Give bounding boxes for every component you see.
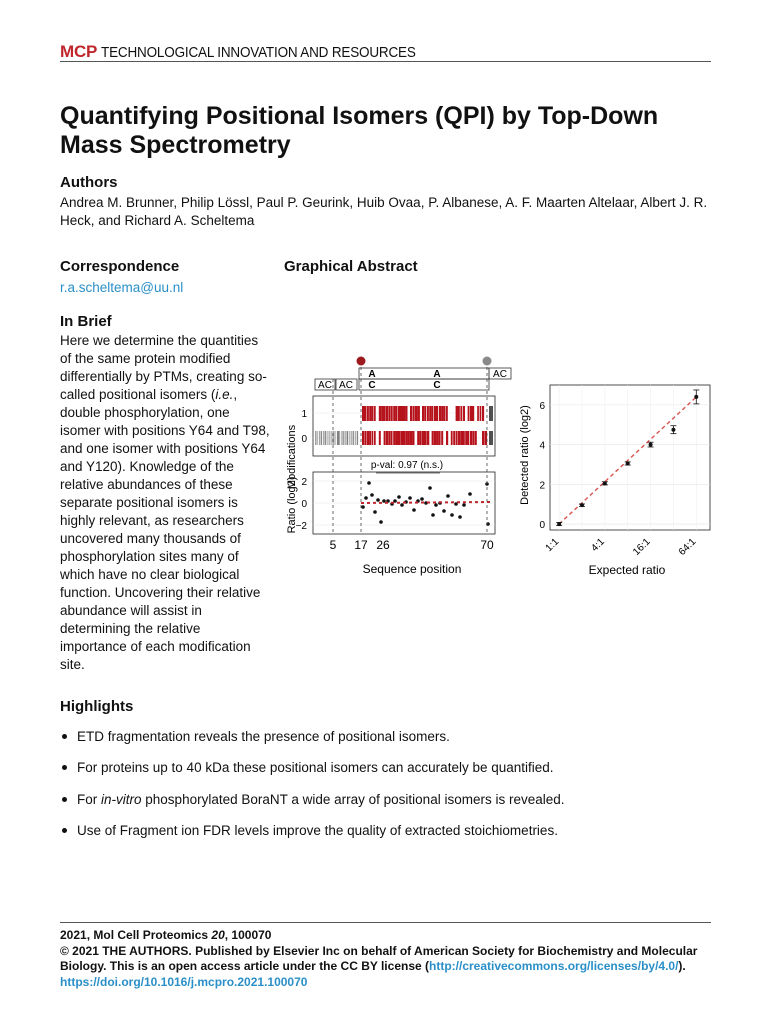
modified-bar [417, 431, 419, 445]
modified-bar [405, 431, 408, 445]
mod-ytick-1: 1 [301, 409, 307, 420]
modified-bar [460, 431, 463, 445]
modified-bar [396, 431, 399, 445]
modified-bar [463, 406, 465, 421]
calibration-xtick: 4:1 [589, 536, 607, 554]
modified-bar [372, 406, 374, 421]
fragment-label-3: A [368, 369, 376, 380]
ratio-point [400, 503, 404, 507]
modified-bar [379, 431, 381, 445]
ratio-point [370, 493, 374, 497]
unmodified-bar [315, 431, 317, 445]
ratio-point [397, 495, 401, 499]
modified-bar [470, 406, 473, 421]
modified-bar [408, 431, 410, 445]
modified-bar [475, 431, 477, 445]
modified-bar [427, 431, 430, 445]
modified-bar [398, 431, 400, 445]
seq-xtick-70: 70 [480, 538, 494, 552]
modified-bar [470, 431, 472, 445]
ratio-ytick-0: 0 [301, 499, 307, 510]
citation [60, 928, 710, 944]
left-ylabel-ratio: Ratio (log2) [286, 476, 298, 534]
left-ylabel-modifications: Modifications [286, 424, 298, 490]
ratio-point [361, 505, 365, 509]
citation-journal: 2021, Mol Cell Proteomics [60, 928, 212, 942]
highlight-text-post: phosphorylated BoraNT a wide array of positional isomers is revealed. [141, 792, 565, 807]
modified-bar [456, 431, 458, 445]
graphical-abstract-figure [280, 345, 720, 585]
ratio-point [408, 496, 412, 500]
modified-bar [429, 406, 431, 421]
highlight-item [62, 729, 450, 744]
modified-bar [472, 431, 474, 445]
modified-bar [424, 406, 426, 421]
ratio-point [376, 498, 380, 502]
modified-bar [364, 431, 366, 445]
calibration-ytick: 0 [539, 520, 545, 532]
correspondence-heading: Correspondence [60, 258, 180, 275]
ratio-point [428, 486, 432, 490]
pval-annotation: p-val: 0.97 (n.s.) [370, 460, 444, 471]
modified-bar [374, 406, 376, 421]
seq-xtick-26: 26 [376, 538, 390, 552]
calibration-xticks [544, 536, 699, 558]
unmodified-bar [323, 431, 325, 445]
modified-bar [412, 431, 414, 445]
bullet-icon [62, 734, 67, 739]
modified-bar [436, 431, 438, 445]
modified-bar [439, 406, 441, 421]
modified-bar [405, 406, 407, 421]
unmodified-bar [347, 431, 348, 445]
ratio-point [412, 508, 416, 512]
modified-bar [458, 406, 460, 421]
modified-bar [441, 431, 443, 445]
modified-bar [480, 406, 482, 421]
modified-bar [434, 406, 437, 421]
unmodified-bar [339, 431, 340, 445]
modified-bar [388, 431, 390, 445]
unmodified-bar [357, 431, 358, 445]
article-title: Quantifying Positional Isomers (QPI) by Top-Down Mass Spectrometry [60, 102, 659, 159]
citation-article: , 100070 [224, 928, 272, 942]
modified-bar [465, 431, 468, 445]
calibration-ytick: 4 [539, 440, 545, 452]
footer-rule [60, 922, 711, 923]
authors-heading: Authors [60, 174, 118, 191]
seq-xtick-5: 5 [329, 538, 337, 552]
bullet-icon [62, 797, 67, 802]
authors-list: Andrea M. Brunner, Philip Lössl, Paul P. Geurink, Huib Ovaa, P. Albanese, A. F. Maarten Altelaar, Albert J. R. Heck, and Richard A. Scheltema [60, 195, 708, 228]
modified-bar [453, 431, 455, 445]
right-xlabel: Expected ratio [588, 563, 666, 577]
section-label: TECHNOLOGICAL INNOVATION AND RESOURCES [101, 44, 416, 61]
modified-bar [420, 431, 422, 445]
modified-bar [386, 431, 388, 445]
calibration-point [671, 428, 675, 432]
modified-bar [446, 431, 448, 445]
modified-bar [441, 406, 443, 421]
modified-bar [424, 431, 426, 445]
in-brief-segment-1: Here we determine the quantities of the same protein modified differentially by PTMs, creating so-called positional isomers ( [60, 333, 267, 402]
unmodified-bar [321, 431, 322, 445]
modified-bar [396, 406, 398, 421]
unmodified-bar [319, 431, 321, 445]
ratio-point [420, 497, 424, 501]
ratio-ytick-minus2: −2 [295, 521, 307, 532]
modified-bar [463, 431, 465, 445]
modified-bar [482, 406, 484, 421]
modified-bar [451, 431, 453, 445]
unmodified-bar [349, 431, 351, 445]
modified-bar [372, 431, 374, 445]
fragment-label-5: A [433, 369, 441, 380]
unmodified-bar [351, 431, 353, 445]
modified-bar [403, 431, 405, 445]
modified-bar [412, 406, 414, 421]
bullet-icon [62, 828, 67, 833]
modified-bar [434, 431, 436, 445]
highlight-item [62, 792, 565, 807]
in-brief-text [60, 332, 270, 674]
unmodified-bar [345, 431, 347, 445]
highlight-text: ETD fragmentation reveals the presence of positional isomers. [77, 729, 450, 744]
graphical-abstract-heading: Graphical Abstract [284, 258, 418, 275]
correspondence-email[interactable]: r.a.scheltema@uu.nl [60, 280, 184, 295]
bullet-icon [62, 765, 67, 770]
fragment-label-1: AC [318, 380, 332, 391]
modified-bar [436, 406, 438, 421]
journal-logo: MCP [60, 42, 98, 61]
modified-bar [400, 431, 403, 445]
ratio-ytick-2: 2 [301, 477, 307, 488]
modified-bar [472, 406, 474, 421]
calibration-point [580, 503, 584, 507]
modified-bar [446, 406, 448, 421]
modified-bar [432, 431, 434, 445]
modified-bar [379, 406, 381, 421]
ratio-point [431, 513, 435, 517]
fragment-label-7: AC [493, 369, 507, 380]
modified-bar [391, 406, 393, 421]
modified-bar [362, 431, 364, 445]
modified-bar [384, 431, 386, 445]
calibration-xtick: 1:1 [543, 536, 562, 554]
highlight-text: Use of Fragment ion FDR levels improve the quality of extracted stoichiometries. [77, 823, 558, 838]
highlight-item [62, 823, 558, 838]
modified-bar [444, 406, 446, 421]
marker-right-dot [483, 357, 492, 366]
modified-bar [398, 406, 401, 421]
modified-bar [367, 406, 369, 421]
unmodified-bar [489, 431, 493, 445]
highlight-item [62, 760, 554, 775]
calibration-xtick: 64:1 [676, 536, 699, 558]
unmodified-bar [325, 431, 326, 445]
calibration-ytick: 2 [539, 480, 545, 492]
ratio-point [468, 492, 472, 496]
modified-bar [393, 431, 395, 445]
modified-bar [482, 431, 484, 445]
fragment-label-4: C [368, 380, 376, 391]
license-text: © 2021 THE AUTHORS. Published by Elsevier Inc on behalf of American Society for Biochemistry and Molecular Biology. This is an open access article under the CC BY license ( [60, 943, 698, 973]
modified-bar [417, 406, 420, 421]
unmodified-bar [331, 431, 333, 445]
modified-bar [364, 406, 366, 421]
modified-bar [362, 406, 365, 421]
modified-bar [468, 431, 470, 445]
modified-bar [432, 406, 434, 421]
fragment-label-6: C [433, 380, 441, 391]
seq-xtick-17: 17 [354, 538, 368, 552]
calibration-point [557, 522, 561, 526]
seq-xlabel: Sequence position [362, 562, 462, 576]
license-notice [60, 944, 710, 975]
modified-bar [384, 406, 386, 421]
modified-bar [369, 406, 371, 421]
modified-bar [381, 406, 384, 421]
calibration-point [603, 481, 607, 485]
modifications-panel [313, 396, 495, 456]
in-brief-segment-3: , double phosphorylation, one isomer with positions Y64 and T98, and one isomer with positions Y64 and Y120). Knowledge of the relative abundances of these separate positional isomers is highly relevant, as researchers uncovered many thousands of phosphorylation sites many of which have no clear biological function. Uncovering their relative abundance will assist in determining the relative importance of each modification site. [60, 387, 270, 672]
modified-bar [391, 431, 393, 445]
calibration-ytick: 6 [539, 400, 545, 412]
marker-left-dot [357, 357, 366, 366]
right-ylabel: Detected ratio (log2) [519, 405, 531, 505]
modified-bar [422, 406, 424, 421]
fragment-label-2: AC [339, 380, 353, 391]
citation-volume: 20 [211, 928, 225, 942]
in-brief-segment-2: i.e. [215, 387, 234, 402]
modified-bar [386, 406, 388, 421]
unmodified-bar [337, 431, 339, 445]
modified-bar [415, 406, 418, 421]
calibration-panel [550, 385, 710, 530]
ratio-point [364, 496, 368, 500]
modified-bar [468, 406, 470, 421]
doi-link[interactable]: https://doi.org/10.1016/j.mcpro.2021.100070 [60, 974, 308, 989]
modified-bar [410, 406, 412, 421]
header-rule [60, 61, 711, 62]
modified-bar [400, 406, 403, 421]
footer [60, 928, 710, 990]
in-brief-heading: In Brief [60, 313, 112, 330]
ratio-point [458, 515, 462, 519]
modified-bar [369, 431, 371, 445]
modified-bar [439, 431, 441, 445]
modified-bar [393, 406, 396, 421]
ratio-point [367, 481, 371, 485]
calibration-point [649, 443, 653, 447]
unmodified-bar [327, 431, 329, 445]
modified-bar [477, 406, 479, 421]
ratio-point [434, 503, 438, 507]
modified-bar [458, 431, 460, 445]
modified-bar [403, 406, 406, 421]
unmodified-bar [353, 431, 354, 445]
unmodified-bar [355, 431, 356, 445]
modified-bar [456, 406, 459, 421]
mod-ytick-0: 0 [301, 434, 307, 445]
modified-bar [422, 431, 425, 445]
ratio-point [462, 503, 466, 507]
modified-bar [388, 406, 390, 421]
highlight-text: For proteins up to 40 kDa these positional isomers can accurately be quantified. [77, 760, 554, 775]
modified-bar [374, 431, 376, 445]
highlights-heading: Highlights [60, 698, 134, 715]
calibration-xtick: 16:1 [631, 536, 653, 558]
modified-bar [427, 406, 429, 421]
modified-bar [367, 431, 370, 445]
unmodified-bar [343, 431, 345, 445]
ratio-point [379, 520, 383, 524]
ratio-point [446, 494, 450, 498]
license-close: ). [678, 959, 686, 973]
highlight-text: For [77, 792, 102, 807]
ratio-point [442, 509, 446, 513]
unmodified-bar [329, 431, 331, 445]
journal-header [60, 42, 451, 62]
modified-bar [410, 431, 412, 445]
ratio-point [450, 513, 454, 517]
license-link[interactable]: http://creativecommons.org/licenses/by/4.0/ [429, 959, 679, 973]
unmodified-bar [317, 431, 318, 445]
calibration-point [626, 461, 630, 465]
ratio-point [373, 510, 377, 514]
calibration-yticks [539, 401, 545, 531]
unmodified-bar [489, 406, 493, 421]
modified-bar [460, 406, 462, 421]
unmodified-bar [335, 431, 336, 445]
unmodified-bar [341, 431, 343, 445]
highlight-italic: in-vitro [101, 792, 142, 807]
calibration-point [694, 395, 698, 399]
